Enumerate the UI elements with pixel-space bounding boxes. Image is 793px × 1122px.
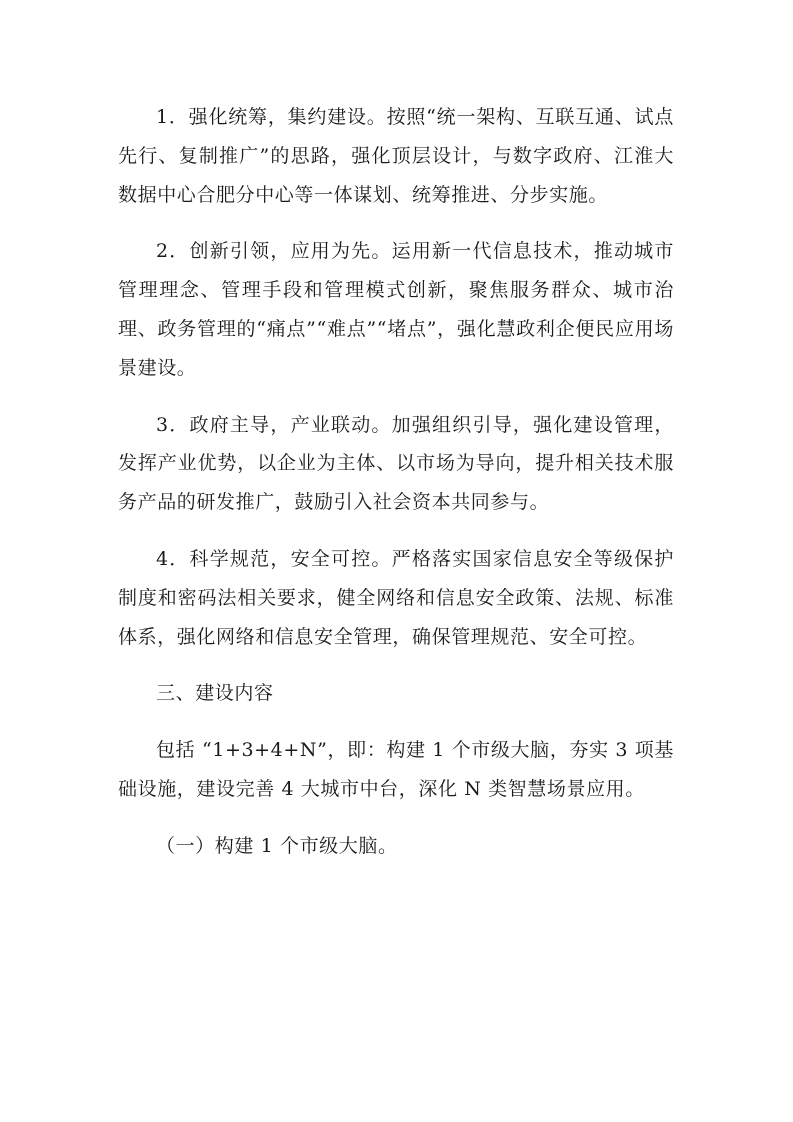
principle-paragraph-4: 4．科学规范，安全可控。严格落实国家信息安全等级保护制度和密码法相关要求，健全网络和信息安全政策、法规、标准体系，强化网络和信息安全管理，确保管理规范、安全可控。 xyxy=(118,547,674,648)
principle-paragraph-1: 1．强化统筹，集约建设。按照“统一架构、互联互通、试点先行、复制推广”的思路，强化顶层设计，与数字政府、江淮大数据中心合肥分中心等一体谋划、统筹推进、分步实施。 xyxy=(118,106,674,206)
principle-paragraph-2: 2．创新引领，应用为先。运用新一代信息技术，推动城市管理理念、管理手段和管理模式创新，聚焦服务群众、城市治理、政务管理的“痛点”“难点”“堵点”，强化慧政利企便民应用场景建设。 xyxy=(118,240,674,379)
principle-paragraph-3: 3．政府主导，产业联动。加强组织引导，强化建设管理，发挥产业优势，以企业为主体、以市场为导向，提升相关技术服务产品的研发推广，鼓励引入社会资本共同参与。 xyxy=(118,413,674,514)
document-body xyxy=(118,98,674,866)
section-heading: 三、建设内容 xyxy=(156,682,274,705)
subsection-heading: （一）构建 1 个市级大脑。 xyxy=(156,834,398,857)
section-intro-paragraph: 包括 “1+3+4+N”，即：构建 1 个市级大脑，夯实 3 项基础设施，建设完善 4 大城市中台，深化 N 类智慧场景应用。 xyxy=(118,739,674,800)
